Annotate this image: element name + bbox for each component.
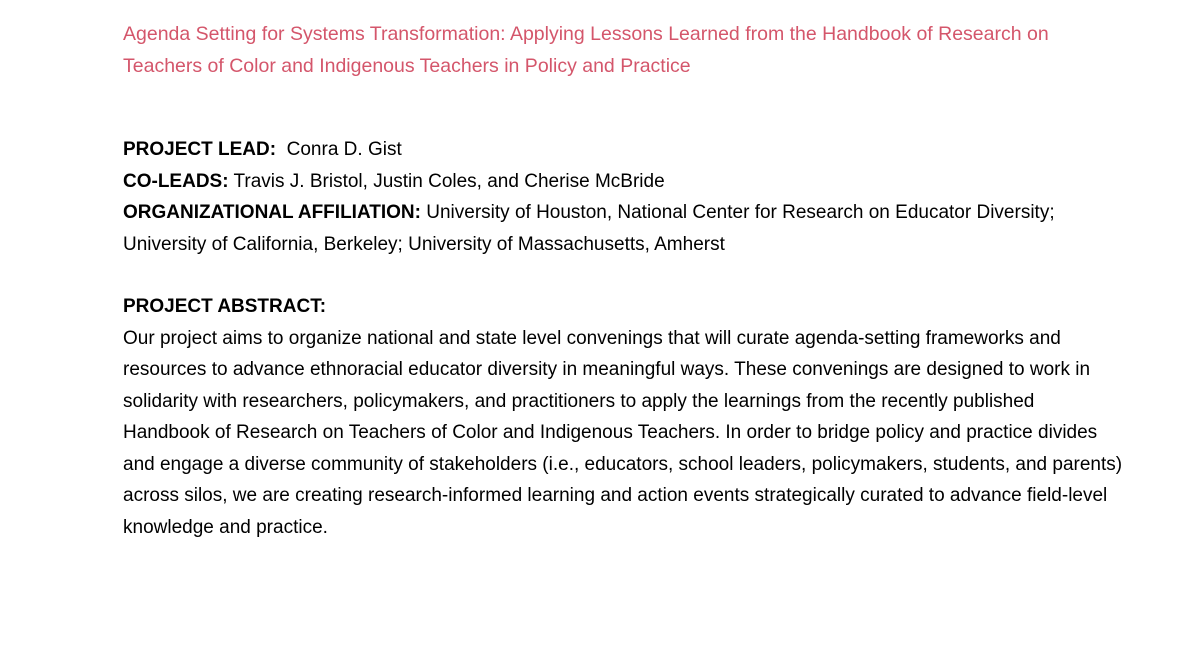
abstract-text: Our project aims to organize national and state level convenings that will curate agenda-setting frameworks and resources to advance ethnoracial educator diversity in meaningful ways. These convenings are designed to work in solidarity with researchers, policymakers, and practitioners to apply the learnings from the recently published Handbook of Research on Teachers of Color and Indigenous Teachers. In order to bridge policy and practice divides and engage a diverse community of stakeholders (i.e., educators, school leaders, policymakers, students, and parents) across silos, we are creating research-informed learning and action events strategically curated to advance field-level knowledge and practice. (123, 327, 1123, 538)
co-leads-line (123, 166, 1123, 198)
co-leads-label: CO-LEADS: (123, 170, 229, 192)
document-title: Agenda Setting for Systems Transformation: Applying Lessons Learned from the Handbook of Research on Teachers of Color and Indigenous Teachers in Policy and Practice (123, 23, 1049, 77)
project-meta (123, 134, 1123, 260)
co-leads-value: Travis J. Bristol, Justin Coles, and Cherise McBride (233, 170, 665, 192)
affiliation-value: University of Houston, National Center for Research on Educator Diversity; University of California, Berkeley; University of Massachusetts, Amherst (123, 202, 1055, 255)
affiliation-label: ORGANIZATIONAL AFFILIATION: (123, 202, 421, 223)
affiliation-line (123, 197, 1123, 260)
abstract-heading: PROJECT ABSTRACT: (123, 296, 327, 317)
document (123, 18, 1123, 543)
project-abstract (123, 291, 1123, 543)
project-lead-value: Conra D. Gist (286, 139, 402, 160)
project-lead-line (123, 134, 1123, 166)
project-lead-label: PROJECT LEAD: (123, 139, 277, 160)
